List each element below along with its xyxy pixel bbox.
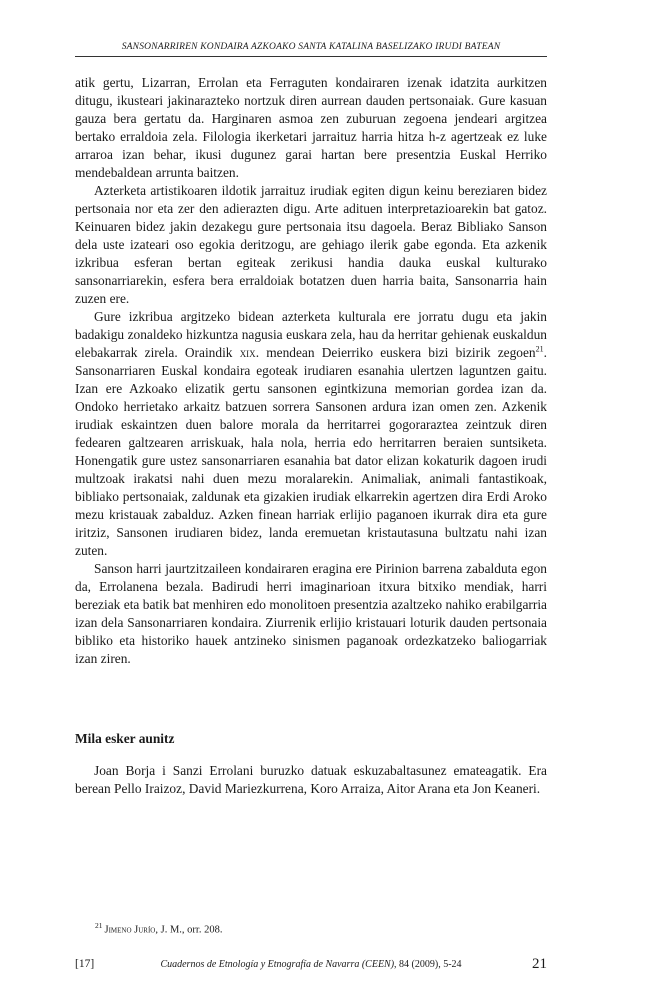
paragraph-3-text-b: . mendean Deierriko euskera bizi bizirik zegoen (255, 345, 536, 360)
folio-bracket-number: [17] (75, 958, 95, 970)
running-head: SANSONARRIREN KONDAIRA AZKOAKO SANTA KATALINA BASELIZAKO IRUDI BATEAN (75, 42, 547, 57)
acknowledgements-heading: Mila esker aunitz (75, 731, 175, 746)
paragraph-2: Azterketa artistikoaren ildotik jarraituz irudiak egiten digun keinu bereziaren bidez pertsonaia nor eta zer den adierazten digu. Arte adituen interpretazioarekin bat gatoz. Keinuaren bidez jakin dezakegu gure pertsonaia itsu dagoela. Beraz Bibliako Sanson dela uste izateari oso egokia deritzogu, are gehiago ilerik gabe egonda. Eta azkenik izkribua esferan bertan egiteak zerikusi handia dauka euskal kulturako sansonarriarekin, esfera bera erraldoiak botatzen duen harria baita, Sansonarria hain zuzen ere. (75, 183, 547, 306)
page-number: 21 (532, 956, 547, 972)
journal-citation (75, 959, 547, 970)
footnote-citation: , J. M., orr. 208. (155, 924, 223, 936)
footnote-author: Jimeno Jurío (104, 924, 156, 936)
paragraph-1: atik gertu, Lizarran, Errolan eta Ferraguten kondairaren izenak idatzita aurkitzen ditugu, ikusteari jakinarazteko nortzuk diren aurrean dauden pertsonaiak. Gure kasuan gauza bera gertatu da. Harginaren asmoa zen zuburuan zegoena jendeari argitzea bertako erraldoia zela. Filologia ikerketari jarraituz harria hitza h-z agertzeak ez luke arraroa izan behar, ikusi dugunez garai hartan bere presentzia Euskal Herriko mendebaldean arrunta baitzen. (75, 75, 547, 180)
acknowledgements-section (75, 730, 547, 798)
journal-title: Cuadernos de Etnología y Etnografía de Navarra (CEEN) (160, 959, 395, 970)
paragraph-4: Sanson harri jaurtzitzaileen kondairaren eragina ere Pirinion barrena zabalduta egon da, Errolanena bezala. Badirudi herri imaginarioan itxura bitxiko mendiak, harri bereziak eta batik bat menhiren edo monolitoen presentzia azaltzeko nahiko erabilgarria izan dela Sansonarriaren kondaira. Ziurrenik erlijio kristauari loturik dauden pertsonaia bibliko eta historiko hauek antzineko sinismen paganoak ordezkatzeko baliogarriak izan ziren. (75, 561, 547, 666)
paragraph-3 (75, 308, 547, 560)
journal-volume: , 84 (2009), 5-24 (394, 959, 462, 970)
footnote-21 (95, 921, 222, 936)
century-numeral: xix (239, 345, 256, 360)
article-body (75, 74, 547, 668)
footnote-mark: 21 (95, 921, 103, 930)
paragraph-3-text-c: . Sansonarriaren Euskal kondaira egoteak irudiaren esanahia ulertzen laguntzen gaitu. Izan ere Azkoako elizatik gertu sansonen egintkizuna memorian gordea izan da. Ondoko herrietako arkaitz batzuen sorrera Sansonen ardura izan omen zen. Azkenik irudiak eskaintzen duen balore morala da herritarrei gogoraraztea zeintzuk diren fedearen galtzearen arriskuak, hala nola, herria edo herritarren beraien suntsiketa. Honengatik gure ustez sansonarriaren esanahia bat dator elizan kokaturik dagoen irudi multzoak irakatsi nahi duen mezu moralarekin. Animaliak, animali fantastikoak, bibliako pertsonaiak, zaldunak eta gizakien irudiak elkarrekin agertzen dira Erdi Aroko mezu kristauak zabalduz. Azken finean harriak erlijio paganoen ikurrak dira eta gure iritziz, Sansonen irudiaren bidez, landa eremuetan kristautasuna bultzatu nahi izan zuten. (75, 345, 547, 558)
paragraph-3-text-a: Gure izkribua argitzeko bidean azterketa kulturala ere jorratu dugu eta jakin badakigu zonaldeko hizkuntza nagusia euskara zela, hau da herritar gehienak euskaldun elebakarrak zirela. Oraindik (75, 309, 547, 360)
acknowledgements-text: Joan Borja i Sanzi Errolani buruzko datuak eskuzabaltasunez emateagatik. Era berean Pello Iraizoz, David Mariezkurrena, Koro Arraiza, Aitor Arana eta Jon Keaneri. (75, 763, 547, 796)
footnote-ref-21[interactable]: 21 (535, 344, 544, 354)
